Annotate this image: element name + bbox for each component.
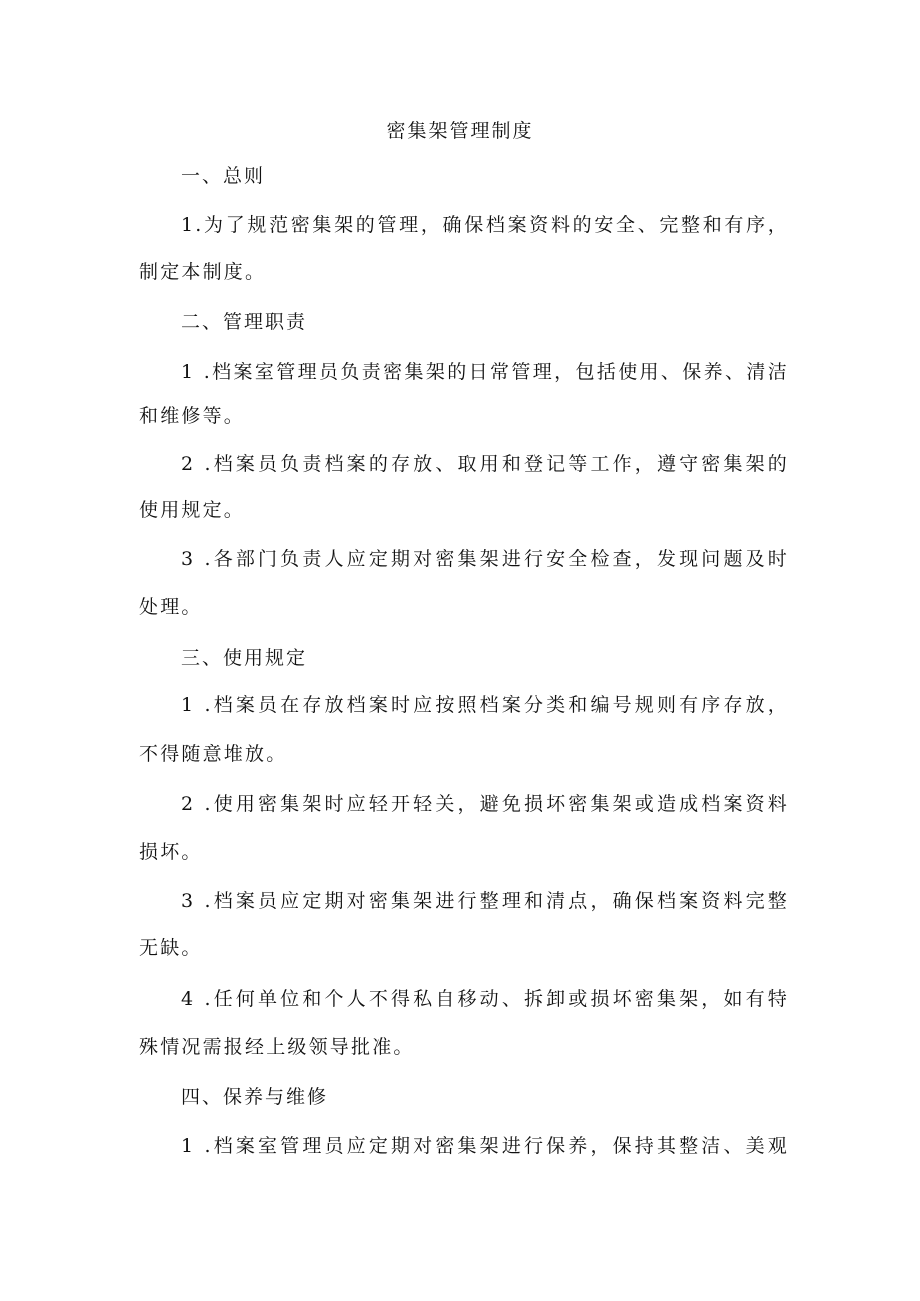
section-heading-maintenance: 四、保养与维修 bbox=[181, 1086, 329, 1108]
paragraph-line: 处理。 bbox=[139, 596, 203, 618]
section-heading-usage: 三、使用规定 bbox=[181, 647, 308, 669]
paragraph-line: 3 .各部门负责人应定期对密集架进行安全检查，发现问题及时 bbox=[181, 548, 789, 570]
paragraph-line: 4 .任何单位和个人不得私自移动、拆卸或损坏密集架，如有特 bbox=[181, 988, 789, 1010]
document-title: 密集架管理制度 bbox=[386, 120, 534, 142]
paragraph-line: 使用规定。 bbox=[139, 499, 246, 521]
paragraph-line: 1 .档案员在存放档案时应按照档案分类和编号规则有序存放， bbox=[181, 694, 789, 716]
paragraph-line: 2 .使用密集架时应轻开轻关，避免损坏密集架或造成档案资料 bbox=[181, 793, 789, 815]
section-heading-general: 一、总则 bbox=[181, 165, 266, 187]
paragraph-line: 无缺。 bbox=[139, 937, 203, 959]
section-heading-responsibilities: 二、管理职责 bbox=[181, 311, 308, 333]
paragraph-line: 殊情况需报经上级领导批准。 bbox=[139, 1036, 415, 1058]
paragraph-line: 2 .档案员负责档案的存放、取用和登记等工作，遵守密集架的 bbox=[181, 453, 789, 475]
paragraph-line: 不得随意堆放。 bbox=[139, 743, 288, 765]
paragraph-line: 1 .档案室管理员负责密集架的日常管理，包括使用、保养、清洁 bbox=[181, 361, 789, 383]
paragraph-line: 1 .档案室管理员应定期对密集架进行保养，保持其整洁、美观 bbox=[181, 1135, 789, 1157]
paragraph-line: 损坏。 bbox=[139, 841, 203, 863]
paragraph-line: 制定本制度。 bbox=[139, 261, 267, 283]
paragraph-line: 和维修等。 bbox=[139, 405, 246, 427]
paragraph-line: 3 .档案员应定期对密集架进行整理和清点，确保档案资料完整 bbox=[181, 890, 789, 912]
paragraph-line: 1.为了规范密集架的管理，确保档案资料的安全、完整和有序， bbox=[181, 214, 789, 236]
